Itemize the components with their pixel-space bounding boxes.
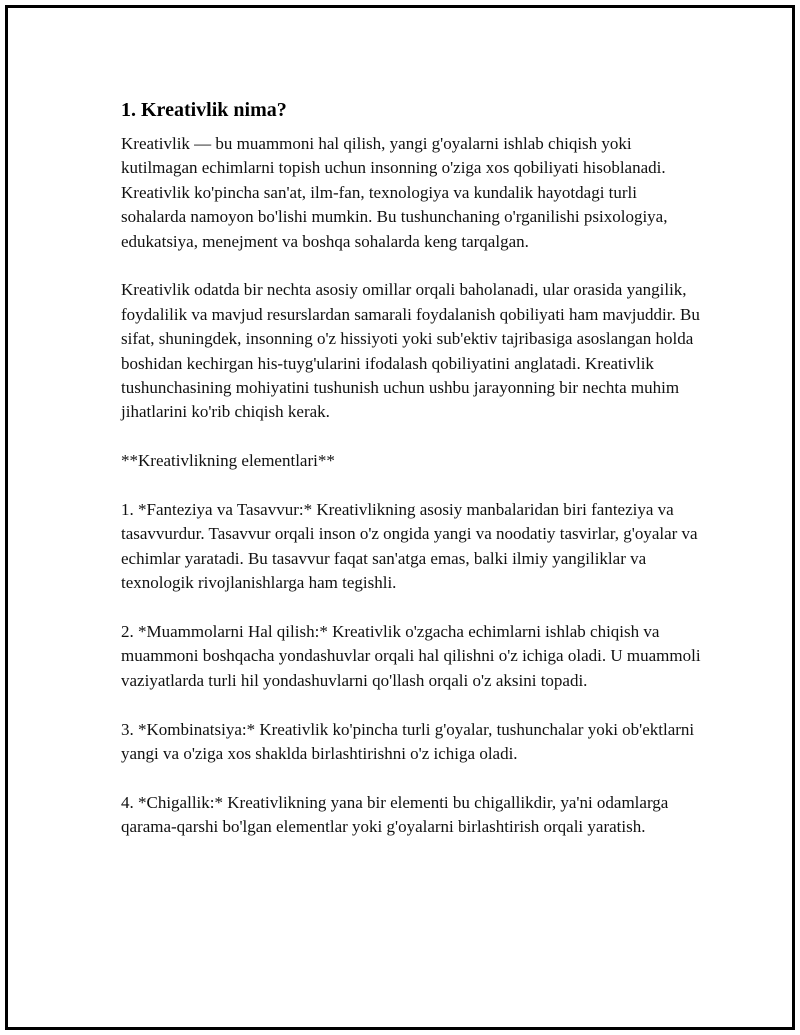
list-item-combination: 3. *Kombinatsiya:* Kreativlik ko'pincha turli g'oyalar, tushunchalar yoki ob'ektlarni yangi va o'ziga xos shaklda birlashtirishni o'z ichiga oladi. — [121, 719, 695, 764]
paragraph-evaluation: Kreativlik odatda bir nechta asosiy omillar orqali baholanadi, ular orasida yangilik, foydalilik va mavjud resurslardan samarali foydalanish qobiliyati ham mavjuddir. Bu sifat, shuningdek, insonning o'z hissiyoti yoki sub'ektiv tajribasiga asoslangan holda boshidan kechirgan his-tuyg'ularini ifodalash qobiliyatini anglatadi. Kreativlik tushunchasining mohiyatini tushunish uchun ushbu jarayonning bir nechta muhim jihatlarini ko'rib chiqish kerak. — [121, 280, 700, 422]
elements-subheading: **Kreativlikning elementlari** — [121, 451, 335, 471]
list-item-complexity: 4. *Chigallik:* Kreativlikning yana bir elementi bu chigallikdir, ya'ni odamlarga qarama-qarshi bo'lgan elementlar yoki g'oyalarni birlashtirish orqali yaratish. — [121, 792, 669, 837]
page-frame — [5, 5, 795, 1030]
list-item-problem-solving: 2. *Muammolarni Hal qilish:* Kreativlik o'zgacha echimlarni ishlab chiqish va muammoni boshqacha yondashuvlar orqali hal qilishni o'z ichiga oladi. U muammoli vaziyatlarda turli hil yondashuvlarni qo'llash orqali o'z aksini topadi. — [121, 622, 701, 690]
paragraph-definition: Kreativlik — bu muammoni hal qilish, yangi g'oyalarni ishlab chiqish yoki kutilmagan echimlarni topish uchun insonning o'ziga xos qobiliyati hisoblanadi. Kreativlik ko'pincha san'at, ilm-fan, texnologiya va kundalik hayotdagi turli sohalarda namoyon bo'lishi mumkin. Bu tushunchaning o'rganilishi psixologiya, edukatsiya, menejment va boshqa sohalarda keng tarqalgan. — [121, 134, 668, 251]
section-heading: 1. Kreativlik nima? — [121, 99, 287, 121]
list-item-fantasy: 1. *Fanteziya va Tasavvur:* Kreativlikning asosiy manbalaridan biri fanteziya va tasavvurdur. Tasavvur orqali inson o'z ongida yangi va noodatiy tasvirlar, g'oyalar va echimlar yaratadi. Bu tasavvur faqat san'atga emas, balki ilmiy yangiliklar va texnologik rivojlanishlarga ham tegishli. — [121, 500, 698, 593]
document-body — [121, 98, 706, 864]
